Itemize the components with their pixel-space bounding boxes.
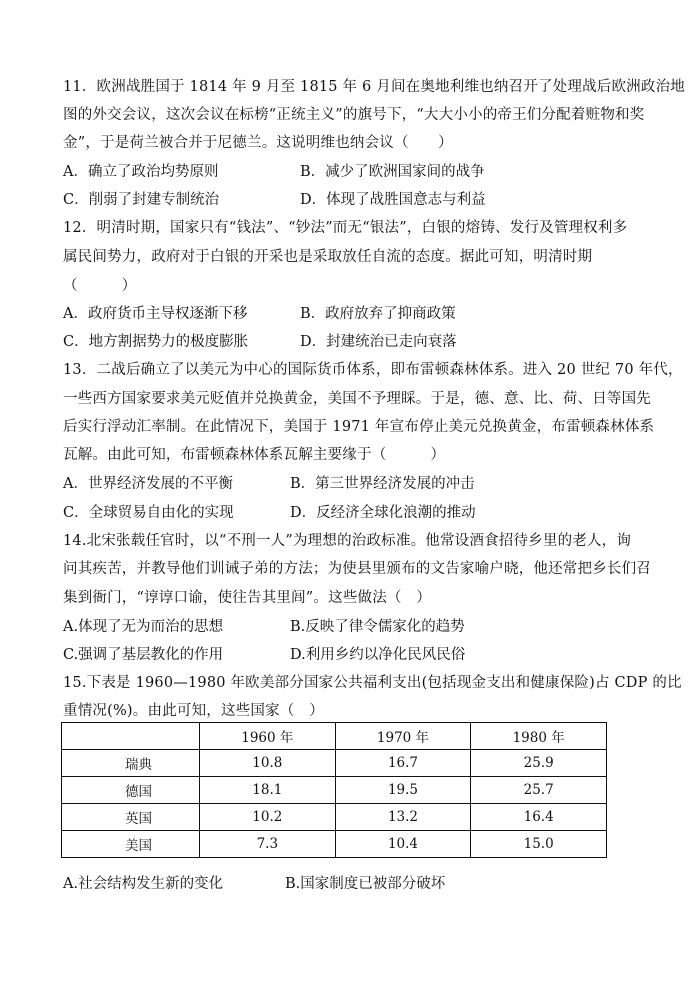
table-cell: 7.3 bbox=[199, 831, 335, 858]
q15-option-a[interactable]: A.社会结构发生新的变化 bbox=[63, 876, 224, 892]
welfare-table bbox=[61, 722, 607, 858]
table-cell: 10.2 bbox=[199, 804, 335, 831]
table-cell-country: 德国 bbox=[62, 777, 200, 804]
table-cell: 19.5 bbox=[335, 777, 471, 804]
table-header-cell: 1960 年 bbox=[199, 723, 335, 750]
table-header-cell: 1980 年 bbox=[471, 723, 607, 750]
q12-option-a[interactable]: A．政府货币主导权逐渐下移 bbox=[63, 306, 248, 322]
q11-line-3: 金”，于是荷兰被合并于尼德兰。这说明维也纳会议（ ） bbox=[63, 135, 453, 151]
table-cell: 25.9 bbox=[471, 750, 607, 777]
q14-line-2: 问其疾苦，并教导他们训诫子弟的方法；为使县里颁布的文告家喻户晓，他还常把乡长们召 bbox=[63, 561, 651, 577]
q12-option-b[interactable]: B．政府放弃了抑商政策 bbox=[300, 306, 456, 322]
q13-option-d[interactable]: D．反经济全球化浪潮的推动 bbox=[290, 505, 476, 521]
q12-option-d[interactable]: D．封建统治已走向衰落 bbox=[300, 334, 457, 350]
table-cell: 13.2 bbox=[335, 804, 471, 831]
q11-option-a[interactable]: A．确立了政治均势原则 bbox=[63, 164, 219, 180]
table-cell-country: 美国 bbox=[62, 831, 200, 858]
q14-option-d[interactable]: D.利用乡约以净化民风民俗 bbox=[290, 647, 466, 663]
q14-line-3: 集到衙门，“谆谆口谕，使往告其里闾”。这些做法（ ） bbox=[63, 590, 432, 606]
q13-line-1: 13．二战后确立了以美元为中心的国际货币体系，即布雷顿森林体系。进入 20 世纪 70 年代， bbox=[63, 362, 683, 378]
q13-line-3: 后实行浮动汇率制。在此情况下，美国于 1971 年宣布停止美元兑换黄金，布雷顿森林体系 bbox=[63, 419, 655, 435]
q15-line-1: 15.下表是 1960—1980 年欧美部分国家公共福利支出(包括现金支出和健康保险)占 CDP 的比 bbox=[63, 675, 682, 691]
table-row bbox=[62, 831, 607, 858]
q14-option-c[interactable]: C.强调了基层教化的作用 bbox=[63, 647, 224, 663]
table-cell: 25.7 bbox=[471, 777, 607, 804]
q15-line-2: 重情况(%)。由此可知，这些国家（ ） bbox=[63, 703, 324, 719]
q11-option-c[interactable]: C．削弱了封建专制统治 bbox=[63, 192, 220, 208]
table-cell: 16.7 bbox=[335, 750, 471, 777]
table-row bbox=[62, 750, 607, 777]
q12-line-3: （ ） bbox=[63, 278, 137, 294]
table-cell: 18.1 bbox=[199, 777, 335, 804]
table-cell-country: 瑞典 bbox=[62, 750, 200, 777]
q12-option-c[interactable]: C．地方割据势力的极度膨胀 bbox=[63, 334, 249, 350]
table-cell: 15.0 bbox=[471, 831, 607, 858]
q14-line-1: 14.北宋张载任官时，以“不刑一人”为理想的治政标准。他常设酒食招待乡里的老人，询 bbox=[63, 533, 632, 549]
q11-option-d[interactable]: D．体现了战胜国意志与利益 bbox=[300, 192, 486, 208]
table-row bbox=[62, 804, 607, 831]
q11-line-2: 图的外交会议，这次会议在标榜“正统主义”的旗号下，“大大小小的帝王们分配着赃物和奖 bbox=[63, 107, 645, 123]
table-cell: 16.4 bbox=[471, 804, 607, 831]
table-header-row bbox=[62, 723, 607, 750]
q11-option-b[interactable]: B．减少了欧洲国家间的战争 bbox=[300, 164, 485, 180]
q12-line-1: 12．明清时期，国家只有“钱法”、“钞法”而无“银法”，白银的熔铸、发行及管理权利多 bbox=[63, 220, 628, 236]
table-cell-country: 英国 bbox=[62, 804, 200, 831]
q15-option-b[interactable]: B.国家制度已被部分破坏 bbox=[285, 876, 446, 892]
q13-line-4: 瓦解。由此可知，布雷顿森林体系瓦解主要缘于（ ） bbox=[63, 447, 446, 463]
q14-option-a[interactable]: A.体现了无为而治的思想 bbox=[63, 619, 224, 635]
table-cell: 10.8 bbox=[199, 750, 335, 777]
q12-line-2: 属民间势力，政府对于白银的开采也是采取放任自流的态度。据此可知，明清时期 bbox=[63, 249, 593, 265]
q13-option-c[interactable]: C．全球贸易自由化的实现 bbox=[63, 505, 234, 521]
q11-line-1: 11．欧洲战胜国于 1814 年 9 月至 1815 年 6 月间在奥地利维也纳召开了处理战后欧洲政治地 bbox=[63, 79, 685, 95]
q13-option-a[interactable]: A．世界经济发展的不平衡 bbox=[63, 476, 233, 492]
table-header-cell: 1970 年 bbox=[335, 723, 471, 750]
table-row bbox=[62, 777, 607, 804]
q13-option-b[interactable]: B．第三世界经济发展的冲击 bbox=[290, 476, 475, 492]
q13-line-2: 一些西方国家要求美元贬值并兑换黄金，美国不予理睬。于是，德、意、比、荷、日等国先 bbox=[63, 391, 651, 407]
table-header-cell bbox=[62, 723, 200, 750]
q14-option-b[interactable]: B.反映了律令儒家化的趋势 bbox=[290, 619, 465, 635]
table-cell: 10.4 bbox=[335, 831, 471, 858]
